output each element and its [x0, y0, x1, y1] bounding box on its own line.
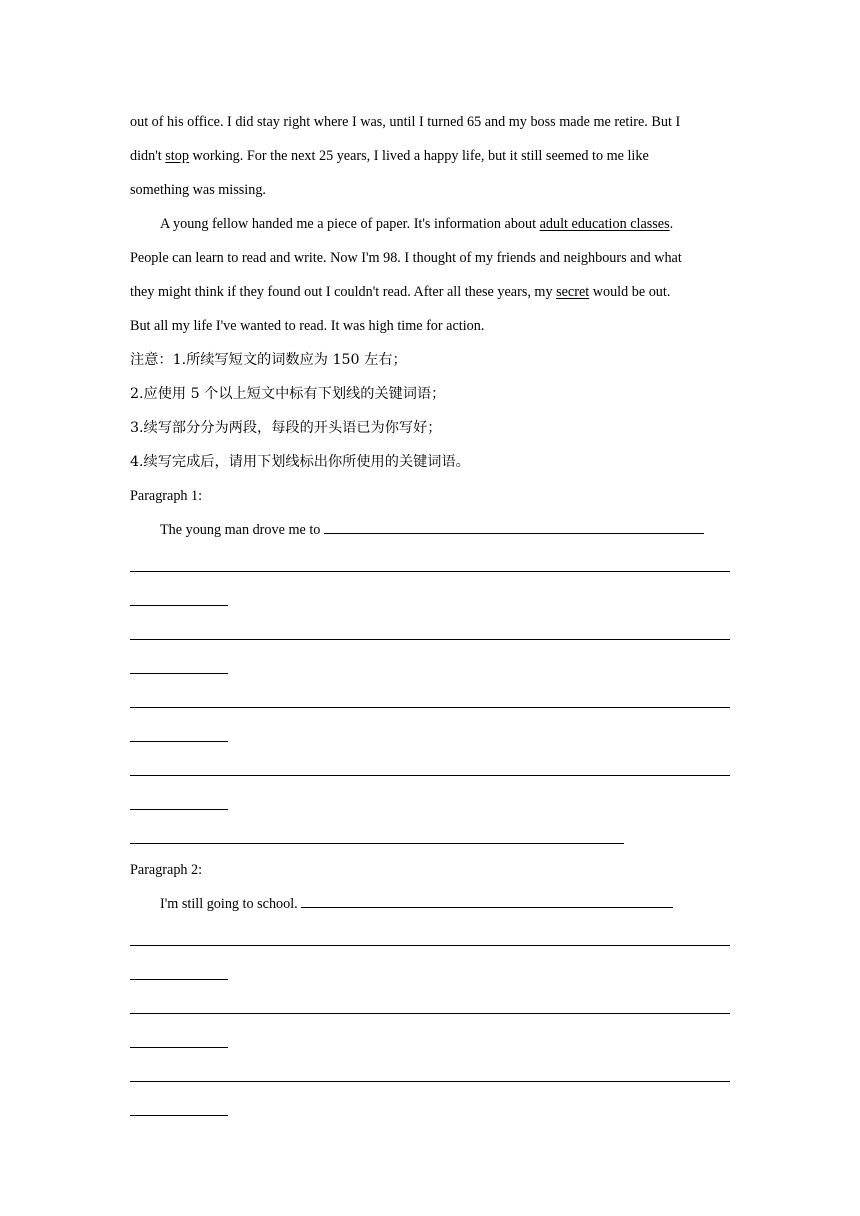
writing-line[interactable] [130, 822, 730, 856]
writing-rule [130, 707, 730, 708]
passage-line-5 [130, 244, 730, 278]
writing-line[interactable] [130, 992, 730, 1026]
opening-text: The young man drove me to [160, 522, 324, 538]
note-text: 注意：1.所续写短文的词数应为 150 左右； [130, 352, 407, 368]
writing-line[interactable] [130, 550, 730, 584]
keyword-adult-education-classes: adult education classes [539, 216, 670, 232]
paragraph-2-heading [130, 856, 730, 890]
writing-line[interactable] [130, 618, 730, 652]
writing-line[interactable] [130, 584, 730, 618]
writing-line[interactable] [130, 686, 730, 720]
writing-line[interactable] [130, 1094, 730, 1128]
writing-rule [130, 673, 228, 674]
passage-text: People can learn to read and write. Now I'm 98. I thought of my friends and neighbours and what [130, 250, 682, 266]
writing-line[interactable] [130, 754, 730, 788]
passage-line-3 [130, 176, 730, 210]
paragraph-2-opening [130, 890, 730, 924]
writing-rule [130, 741, 228, 742]
passage-text: would be out. [589, 284, 671, 300]
writing-rule [130, 1047, 228, 1048]
keyword-secret: secret [556, 284, 590, 300]
passage-text: . [669, 216, 674, 232]
opening-text: I'm still going to school. [160, 896, 302, 912]
note-4 [130, 448, 730, 482]
writing-line[interactable] [130, 924, 730, 958]
passage-line-6 [130, 278, 730, 312]
writing-line[interactable] [130, 1060, 730, 1094]
note-3 [130, 414, 730, 448]
writing-rule [130, 775, 730, 776]
note-text: 3.续写部分分为两段，每段的开头语已为你写好； [130, 420, 442, 436]
writing-line[interactable] [130, 1026, 730, 1060]
writing-line[interactable] [130, 788, 730, 822]
passage-line-7 [130, 312, 730, 346]
note-2 [130, 380, 730, 414]
passage-line-1 [130, 108, 730, 142]
writing-rule [130, 605, 228, 606]
writing-rule [130, 945, 730, 946]
writing-rule [130, 843, 624, 844]
writing-line[interactable] [130, 720, 730, 754]
passage-line-2 [130, 142, 730, 176]
paragraph-1-heading [130, 482, 730, 516]
paragraph-heading: Paragraph 2: [130, 862, 203, 878]
passage-text: But all my life I've wanted to read. It was high time for action. [130, 318, 485, 334]
writing-line[interactable] [130, 652, 730, 686]
passage-text: out of his office. I did stay right where I was, until I turned 65 and my boss made me retire. But I [130, 114, 681, 130]
writing-rule [130, 571, 730, 572]
keyword-stop: stop [165, 148, 189, 164]
writing-rule [130, 1115, 228, 1116]
note-text: 2.应使用 5 个以上短文中标有下划线的关键词语； [130, 386, 446, 402]
writing-blank[interactable] [324, 519, 704, 534]
passage-text: A young fellow handed me a piece of paper. It's information about [160, 216, 540, 232]
passage-text: working. For the next 25 years, I lived a happy life, but it still seemed to me like [188, 148, 649, 164]
passage-text: they might think if they found out I couldn't read. After all these years, my [130, 284, 557, 300]
paragraph-1-opening [130, 516, 730, 550]
writing-rule [130, 1081, 730, 1082]
writing-rule [130, 1013, 730, 1014]
passage-line-4 [130, 210, 730, 244]
note-1 [130, 346, 730, 380]
note-text: 4.续写完成后，请用下划线标出你所使用的关键词语。 [130, 454, 470, 470]
writing-rule [130, 979, 228, 980]
writing-rule [130, 809, 228, 810]
writing-rule [130, 639, 730, 640]
writing-line[interactable] [130, 958, 730, 992]
passage-text: something was missing. [130, 182, 266, 198]
paragraph-heading: Paragraph 1: [130, 488, 203, 504]
passage-text: didn't [130, 148, 166, 164]
document-page [130, 108, 730, 1128]
writing-blank[interactable] [301, 893, 673, 908]
